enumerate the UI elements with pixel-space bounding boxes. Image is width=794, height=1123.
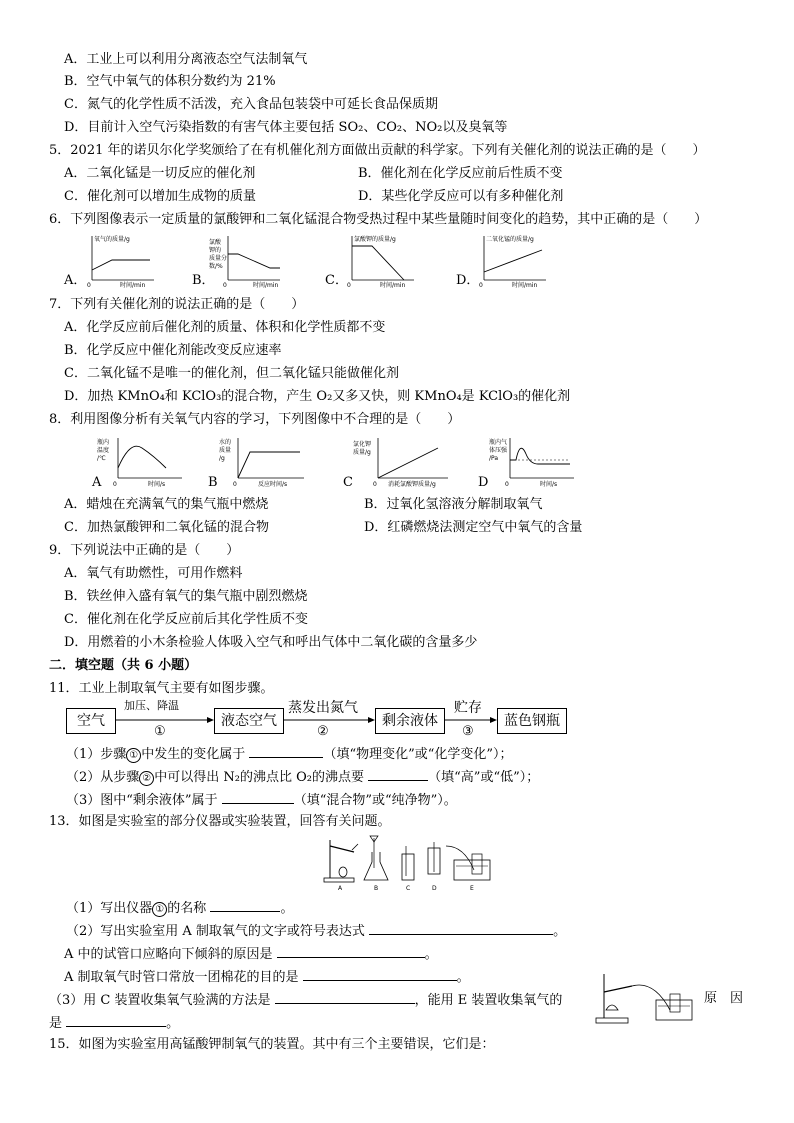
q5-stem: 5．2021 年的诺贝尔化学奖颁给了在有机催化剂方面做出贡献的科学家。下列有关催化剂的说法正确的是（ ）: [49, 143, 706, 158]
q7-option-c: C．二氧化锰不是唯一的催化剂，但二氧化锰只能做催化剂: [64, 366, 399, 381]
q6-graph-a: [82, 232, 158, 288]
svg-text:氯化钾: 氯化钾: [353, 441, 372, 448]
q5-option-c: C．催化剂可以增加生成物的质量: [64, 189, 256, 204]
svg-text:0: 0: [233, 481, 237, 488]
svg-text:质量: 质量: [219, 447, 232, 454]
q4-option-d: D．目前计入空气污染指数的有害气体主要包括 SO₂、CO₂、NO₂以及臭氧等: [64, 120, 508, 135]
svg-text:氯酸: 氯酸: [209, 239, 222, 246]
step1-marker: ①: [154, 724, 166, 739]
q6-stem: 6．下列图像表示一定质量的氯酸钾和二氧化锰混合物受热过程中某些量随时间变化的趋势，其中正确的是（ ）: [49, 212, 708, 227]
q6-option-c: C．: [325, 273, 348, 288]
q9-stem: 9．下列说法中正确的是（ ）: [49, 543, 240, 558]
svg-text:二氧化锰的质量/g: 二氧化锰的质量/g: [486, 236, 534, 243]
q8-graph-c-label: C: [343, 475, 353, 490]
q13-part1: （1）写出仪器 ① 的名称 。: [66, 898, 293, 918]
flow-box-air: 空气: [66, 708, 116, 734]
svg-text:质量/g: 质量/g: [353, 449, 371, 456]
q9-option-a: A．氧气有助燃性，可用作燃料: [64, 566, 243, 581]
section-heading: 二．填空题（共 6 小题）: [49, 658, 198, 673]
svg-text:0: 0: [223, 282, 227, 288]
q6-graph-c: [342, 232, 418, 288]
q9-option-d: D．用燃着的小木条检验人体吸入空气和呼出气体中二氧化碳的含量多少: [64, 635, 478, 650]
q8-graph-d: [488, 434, 578, 490]
q6-option-b: B．: [192, 273, 215, 288]
svg-text:E: E: [470, 885, 474, 892]
q15-stem: 15．如图为实验室用高锰酸钾制氧气的装置。其中有三个主要错误，它们是：: [49, 1037, 495, 1052]
q8-option-a: A．蜡烛在充满氧气的集气瓶中燃烧: [64, 497, 269, 512]
q13-stem: 13．如图是实验室的部分仪器或实验装置，回答有关问题。: [49, 814, 391, 829]
q4-option-a: A．工业上可以利用分离液态空气法制氧气: [64, 52, 308, 67]
svg-text:0: 0: [505, 481, 509, 488]
svg-text:时间/s: 时间/s: [540, 481, 558, 488]
answer-blank[interactable]: [222, 790, 294, 804]
q6-option-a: A．: [64, 273, 87, 288]
q6a-ylabel: 氧气的质量/g: [94, 236, 130, 243]
answer-blank[interactable]: [66, 1013, 166, 1027]
q8-option-b: B．过氧化氢溶液分解制取氧气: [364, 497, 543, 512]
svg-text:/g: /g: [219, 455, 225, 462]
q13-part3-answer: 是 。: [49, 1013, 179, 1033]
q11-stem: 11．工业上制取氧气主要有如图步骤。: [49, 681, 274, 696]
q8-graph-b: [218, 434, 308, 490]
q8-graph-b-label: B: [208, 475, 218, 490]
svg-text:体压强: 体压强: [489, 447, 508, 454]
q9-option-c: C．催化剂在化学反应前后其化学性质不变: [64, 612, 308, 627]
svg-text:消耗氯酸钾质量/g: 消耗氯酸钾质量/g: [388, 481, 436, 488]
svg-text:瓶内: 瓶内: [97, 439, 110, 446]
q4-option-b: B．空气中氧气的体积分数约为 21%: [64, 74, 276, 89]
step2-marker: ②: [317, 724, 329, 739]
svg-text:0: 0: [347, 282, 351, 288]
q8-option-d: D．红磷燃烧法测定空气中氧气的含量: [364, 520, 583, 535]
svg-text:A: A: [338, 885, 343, 892]
q4-option-c: C．氮气的化学性质不活泼，充入食品包装袋中可延长食品保质期: [64, 97, 438, 112]
q11-part2: （2）从步骤 ② 中可以得出 N₂的沸点比 O₂的沸点要 （填“高”或“低”）；: [66, 767, 539, 787]
flow-box-blue-cylinder: 蓝色钢瓶: [497, 708, 567, 734]
svg-text:0: 0: [87, 282, 91, 288]
q7-option-d: D．加热 KMnO₄和 KClO₃的混合物，产生 O₂又多又快，则 KMnO₄是 KClO₃的催化剂: [64, 389, 571, 404]
svg-text:瓶内气: 瓶内气: [489, 439, 508, 446]
q5-option-b: B．催化剂在化学反应前后性质不变: [358, 166, 563, 181]
answer-blank[interactable]: [249, 744, 323, 758]
q7-option-b: B．化学反应中催化剂能改变反应速率: [64, 343, 282, 358]
answer-blank[interactable]: [369, 921, 553, 935]
svg-text:时间/min: 时间/min: [512, 282, 538, 288]
svg-text:/Pa: /Pa: [489, 455, 499, 462]
q13-part3-reason: 原 因: [704, 991, 744, 1006]
q5-option-a: A．二氧化锰是一切反应的催化剂: [64, 166, 256, 181]
q8-graph-a: [96, 434, 186, 490]
svg-text:时间/s: 时间/s: [148, 481, 166, 488]
q8-graph-d-label: D: [478, 475, 489, 490]
q13-part2b: A 中的试管口应略向下倾斜的原因是 。: [64, 944, 438, 964]
svg-text:水的: 水的: [219, 439, 232, 446]
q13-part2: （2）写出实验室用 A 制取氧气的文字或符号表达式 。: [66, 921, 566, 941]
answer-blank[interactable]: [368, 767, 428, 781]
svg-text:时间/min: 时间/min: [120, 282, 146, 288]
q7-option-a: A．化学反应前后催化剂的质量、体积和化学性质都不变: [64, 320, 386, 335]
svg-text:0: 0: [113, 481, 117, 488]
svg-text:钾的: 钾的: [209, 247, 222, 254]
q13-part3: （3）用 C 装置收集氧气验满的方法是 ，能用 E 装置收集氧气的: [49, 990, 562, 1010]
svg-text:/℃: /℃: [97, 455, 106, 462]
q8-option-c: C．加热氯酸钾和二氧化锰的混合物: [64, 520, 269, 535]
svg-text:B: B: [374, 885, 379, 892]
q6-graph-d: [474, 232, 550, 288]
svg-text:氯酸钾的质量/g: 氯酸钾的质量/g: [354, 236, 396, 243]
svg-text:0: 0: [479, 282, 483, 288]
svg-text:数/%: 数/%: [209, 263, 223, 270]
answer-blank[interactable]: [275, 990, 415, 1004]
q13-apparatus: [316, 832, 496, 892]
q5-option-d: D．某些化学反应可以有多种催化剂: [358, 189, 564, 204]
svg-text:D: D: [432, 885, 437, 892]
potassium-permanganate-apparatus: [592, 970, 696, 1026]
answer-blank[interactable]: [210, 898, 280, 912]
q11-part1: （1）步骤 ① 中发生的变化属于 （填“物理变化”或“化学变化”）；: [66, 744, 513, 764]
arrow3-label: 贮存: [454, 700, 482, 716]
step3-marker: ③: [462, 724, 474, 739]
q11-part3: （3）图中“剩余液体”属于 （填“混合物”或“纯净物”）。: [66, 790, 457, 810]
arrow2-label: 蒸发出氮气: [288, 700, 358, 716]
svg-text:0: 0: [373, 481, 377, 488]
flow-box-liquid-air: 液态空气: [214, 708, 284, 734]
answer-blank[interactable]: [277, 944, 425, 958]
svg-text:时间/min: 时间/min: [380, 282, 406, 288]
svg-text:温度: 温度: [97, 447, 110, 454]
svg-text:C: C: [406, 885, 411, 892]
q6-graph-b: [208, 232, 284, 288]
q8-stem: 8．利用图像分析有关氧气内容的学习，下列图像中不合理的是（ ）: [49, 412, 461, 427]
q6-option-d: D．: [456, 273, 480, 288]
q8-graph-c: [352, 434, 452, 490]
flow-box-remaining-liquid: 剩余液体: [375, 708, 445, 734]
arrow1-label: 加压、降温: [124, 699, 179, 712]
q8-graph-a-label: A: [92, 475, 102, 490]
svg-text:反应时间/s: 反应时间/s: [258, 481, 288, 488]
svg-text:质量分: 质量分: [209, 255, 228, 262]
q13-part2c: A 制取氧气时管口常放一团棉花的目的是 。: [64, 967, 470, 987]
answer-blank[interactable]: [303, 967, 457, 981]
q9-option-b: B．铁丝伸入盛有氧气的集气瓶中剧烈燃烧: [64, 589, 308, 604]
svg-text:时间/min: 时间/min: [253, 282, 279, 288]
q7-stem: 7．下列有关催化剂的说法正确的是（ ）: [49, 297, 305, 312]
